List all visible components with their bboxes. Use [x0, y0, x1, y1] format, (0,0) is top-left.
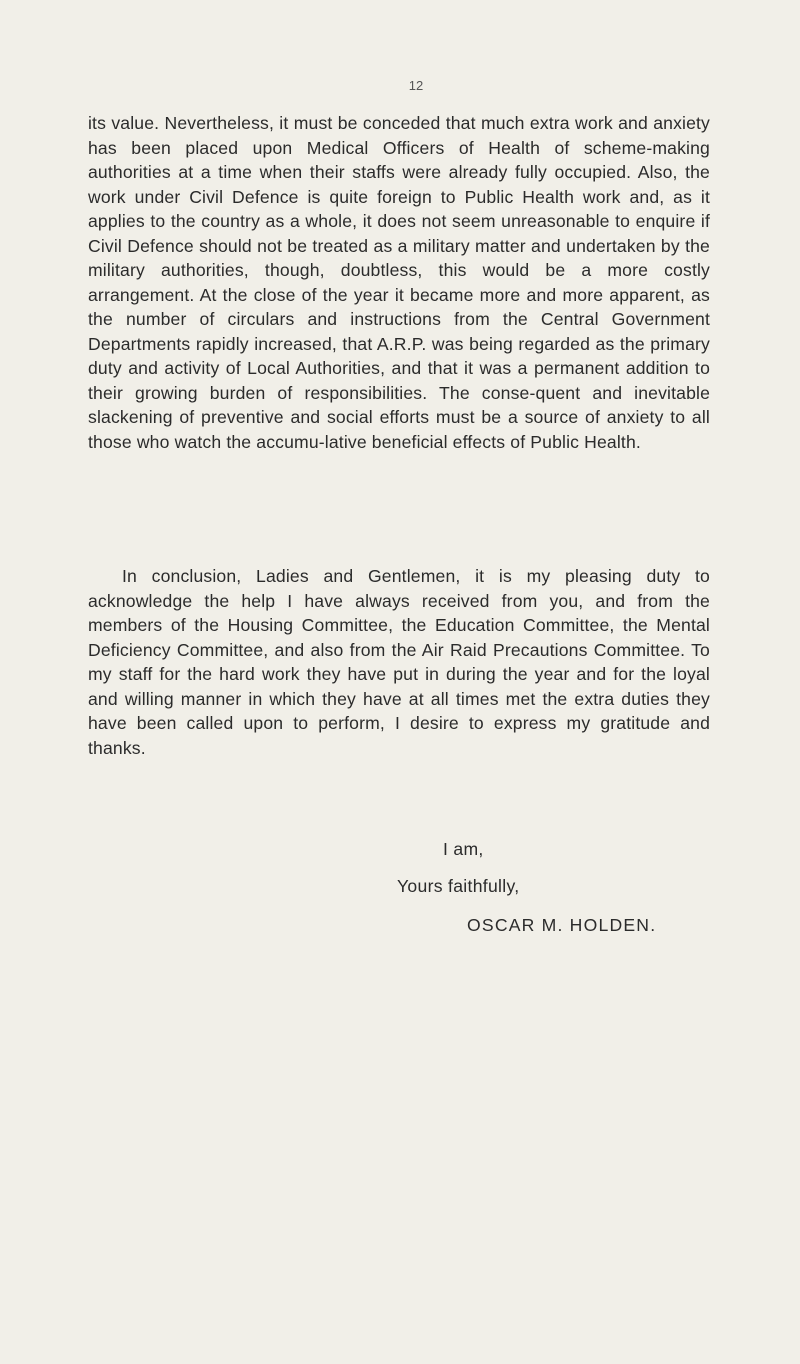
- page-number: 12: [408, 78, 424, 93]
- signature-name: OSCAR M. HOLDEN.: [467, 915, 657, 935]
- closing-i-am: I am,: [443, 839, 484, 859]
- body-paragraph-1: its value. Nevertheless, it must be conceded that much extra work and anxiety has been placed upon Medical Officers of Health of scheme-making authorities at a time when their staffs were already fully occupied. Also, the work under Civil Defence is quite foreign to Public Health work and, as it applies to the country as a whole, it does not seem unreasonable to enquire if Civil Defence should not be treated as a military matter and undertaken by the military authorities, though, doubtless, this would be a more costly arrangement. At the close of the year it became more and more apparent, as the number of circulars and instructions from the Central Government Departments rapidly increased, that A.R.P. was being regarded as the primary duty and activity of Local Authorities, and that it was a permanent addition to their growing burden of responsibilities. The conse-quent and inevitable slackening of preventive and social efforts must be a source of anxiety to all those who watch the accumu-lative beneficial effects of Public Health.: [88, 113, 710, 452]
- body-paragraph-2: In conclusion, Ladies and Gentlemen, it is my pleasing duty to acknowledge the help I have always received from you, and from the members of the Housing Committee, the Education Committee, the Mental Deficiency Committee, and also from the Air Raid Precautions Committee. To my staff for the hard work they have put in during the year and for the loyal and willing manner in which they have at all times met the extra duties they have been called upon to perform, I desire to express my gratitude and thanks.: [88, 566, 710, 758]
- closing-yours-faithfully: Yours faithfully,: [397, 876, 520, 896]
